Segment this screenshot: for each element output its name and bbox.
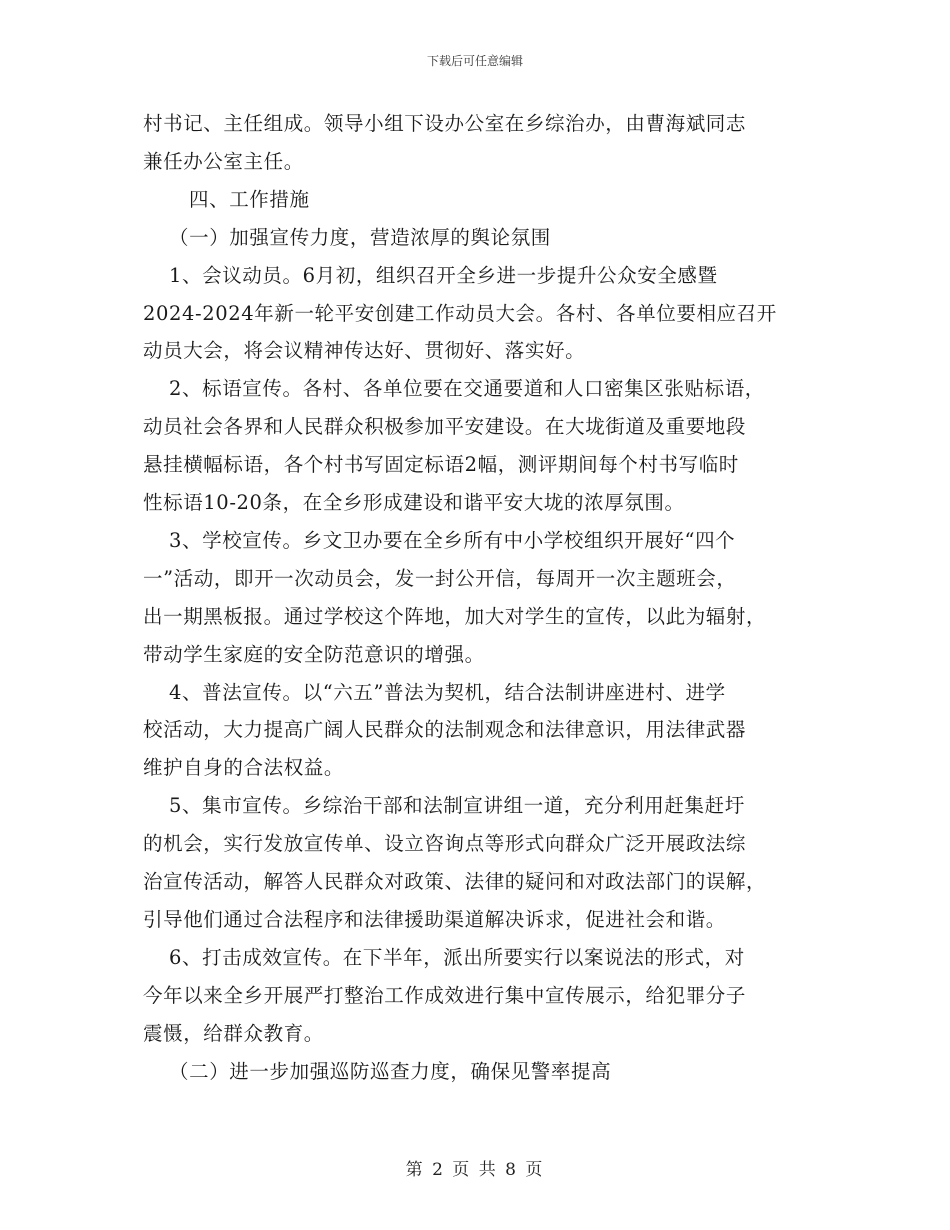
text-line: 今年以来全乡开展严打整治工作成效进行集中宣传展示，给犯罪分子 [143,983,747,1007]
text-line: 维护自身的合法权益。 [143,756,345,780]
text-line: 校活动，大力提高广阔人民群众的法制观念和法律意识，用法律武器 [143,718,747,742]
text-line: （一）加强宣传力度，营造浓厚的舆论氛围 [169,225,551,249]
text-line: 动员社会各界和人民群众积极参加平安建设。在大垅街道及重要地段 [143,415,747,439]
text-line: 动员大会，将会议精神传达好、贯彻好、落实好。 [143,339,586,363]
text-line: 村书记、主任组成。领导小组下设办公室在乡综治办，由曹海斌同志 [143,112,747,135]
text-line: 4、普法宣传。以“六五”普法为契机，结合法制讲座进村、进学 [169,680,726,704]
text-line: 1、会议动员。6月初，组织召开全乡进一步提升公众安全感暨 [169,263,718,287]
text-line: 性标语10-20条，在全乡形成建设和谐平安大垅的浓厚氛围。 [143,491,685,514]
text-line: 引导他们通过合法程序和法律援助渠道解决诉求，促进社会和谐。 [143,907,726,931]
text-line: 治宣传活动，解答人民群众对政策、法律的疑问和对政法部门的误解， [143,870,767,893]
text-line: 的机会，实行发放宣传单、设立咨询点等形式向群众广泛开展政法综 [143,832,747,856]
text-line: 5、集市宣传。乡综治干部和法制宣讲组一道，充分利用赶集赶圩 [169,794,745,818]
text-line: 一”活动，即开一次动员会，发一封公开信，每周开一次主题班会， [143,566,737,590]
text-line: 震慑，给群众教育。 [143,1021,324,1045]
text-line: 带动学生家庭的安全防范意识的增强。 [143,642,485,666]
text-line: 2024-2024年新一轮平安创建工作动员大会。各村、各单位要相应召开 [143,301,777,325]
text-line: （二）进一步加强巡防巡查力度，确保见警率提高 [169,1059,612,1083]
text-line: 四、工作措施 [189,187,310,211]
text-line: 6、打击成效宣传。在下半年，派出所要实行以案说法的形式，对 [169,945,745,969]
text-line: 悬挂横幅标语，各个村书写固定标语2幅，测评期间每个村书写临时 [143,453,739,477]
text-line: 出一期黑板报。通过学校这个阵地，加大对学生的宣传，以此为辐射， [143,604,767,628]
page-footer: 第 2 页 共 8 页 [405,1160,545,1180]
text-line: 兼任办公室主任。 [143,149,304,173]
text-line: 3、学校宣传。乡文卫办要在全乡所有中小学校组织开展好“四个 [169,528,736,552]
page-header: 下载后可任意编辑 [426,54,523,68]
text-line: 2、标语宣传。各村、各单位要在交通要道和人口密集区张贴标语， [169,377,765,401]
